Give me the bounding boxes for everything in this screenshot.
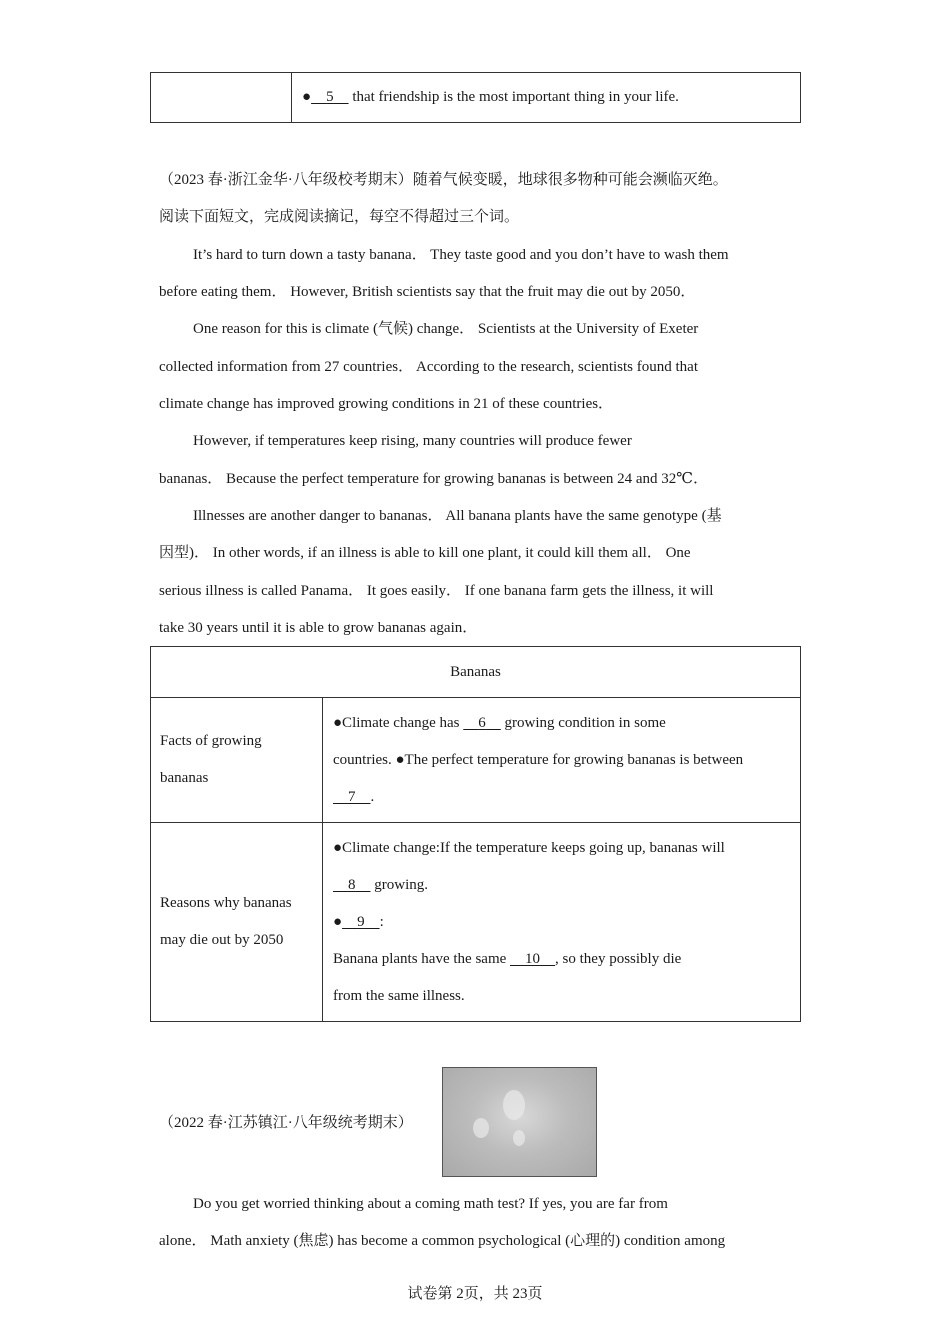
cell-text: .	[370, 788, 375, 805]
cell-text: :	[379, 913, 384, 930]
table-row	[151, 823, 801, 1022]
cell-text: growing condition in some	[500, 714, 666, 731]
table-title: Bananas	[151, 647, 801, 698]
passage-line: before eating them． However, British scientists say that the fruit may die out by 2050．	[159, 284, 696, 300]
section1-intro-line-2: 阅读下面短文，完成阅读摘记，每空不得超过三个词。	[159, 209, 520, 225]
top-answer-table	[150, 72, 801, 123]
cell-text: Banana plants have the same	[333, 950, 511, 967]
passage-line: climate change has improved growing conditions in 21 of these countries．	[159, 396, 614, 412]
cell-text: , so they possibly die	[555, 950, 682, 967]
cell-text: growing.	[370, 876, 428, 893]
label-line: may die out by 2050	[160, 932, 284, 948]
passage-line: It’s hard to turn down a tasty banana． They taste good and you don’t have to wash them	[193, 247, 729, 263]
bullet: ●	[333, 913, 343, 930]
bananas-notes-table	[150, 646, 801, 1022]
passage-line: 因型)． In other words, if an illness is able to kill one plant, it could kill them all． One	[159, 545, 691, 561]
blank-8[interactable]: 8	[348, 876, 356, 893]
table-row	[151, 73, 801, 123]
blank-6[interactable]: 6	[478, 714, 486, 731]
passage-line: Illnesses are another danger to bananas． All banana plants have the same genotype (基	[193, 508, 722, 524]
cell-text: from the same illness.	[333, 987, 465, 1004]
cell-text: that friendship is the most important thing in your life.	[348, 89, 679, 105]
passage-line: take 30 years until it is able to grow bananas again．	[159, 620, 478, 636]
cell-text: ●Climate change has	[333, 714, 464, 731]
blank-5[interactable]: 5	[326, 89, 334, 105]
blank-10[interactable]: 10	[525, 950, 541, 967]
page-footer: 试卷第 2页，共 23页	[407, 1286, 543, 1302]
blank-9[interactable]: 9	[357, 913, 365, 930]
empty-label-cell	[151, 73, 292, 123]
passage-line: One reason for this is climate (气候) change． Scientists at the University of Exeter	[193, 321, 699, 337]
reasons-content-cell	[323, 823, 801, 1022]
passage-line: Do you get worried thinking about a coming math test? If yes, you are far from	[193, 1196, 668, 1212]
blank-7[interactable]: 7	[348, 788, 356, 805]
label-line: bananas	[160, 770, 209, 786]
label-line: Reasons why bananas	[160, 895, 292, 911]
cell-text: ●Climate change:If the temperature keeps going up, bananas will	[333, 839, 725, 856]
label-line: Facts of growing	[160, 733, 262, 749]
passage-line: alone． Math anxiety (焦虑) has become a common psychological (心理的) condition among	[159, 1233, 726, 1249]
section2-intro: （2022 春·江苏镇江·八年级统考期末）	[159, 1115, 413, 1131]
answer-cell	[292, 73, 801, 123]
table-row	[151, 647, 801, 698]
passage-line: serious illness is called Panama． It goes easily． If one banana farm gets the illness, it will	[159, 583, 714, 599]
table-row	[151, 698, 801, 823]
section1-intro-line-1: （2023 春·浙江金华·八年级校考期末）随着气候变暖，地球很多物种可能会濒临灭绝。	[159, 172, 728, 188]
facts-content-cell	[323, 698, 801, 823]
embedded-photo	[442, 1067, 597, 1177]
row-label-facts	[151, 698, 323, 823]
passage-line: However, if temperatures keep rising, many countries will produce fewer	[193, 433, 632, 449]
cell-text: countries. ●The perfect temperature for growing bananas is between	[333, 751, 744, 768]
row-label-reasons	[151, 823, 323, 1022]
passage-line: collected information from 27 countries． According to the research, scientists found that	[159, 359, 699, 375]
bullet: ●	[302, 89, 312, 105]
passage-line: bananas． Because the perfect temperature for growing bananas is between 24 and 32℃．	[159, 471, 709, 487]
